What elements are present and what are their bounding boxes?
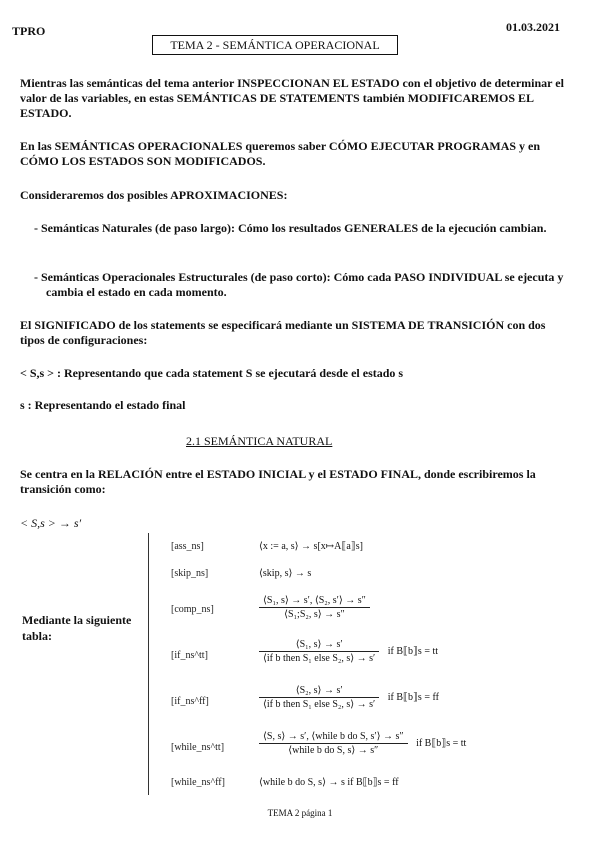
rule-name: [comp_ns]	[171, 604, 214, 615]
course-code: TPRO	[12, 24, 46, 38]
rule-name: [if_ns^tt]	[171, 650, 208, 661]
premise: ⟨S₂, s⟩ → s′	[295, 685, 343, 696]
rule-body	[259, 685, 559, 710]
rule-body: ⟨x := a, s⟩ → s[x↦A⟦a⟧s]	[259, 541, 363, 552]
date: 01.03.2021	[506, 20, 560, 34]
bullet-structural: - Semánticas Operacionales Estructurales (de paso corto): Cómo cada PASO INDIVIDUAL se ejecuta y cambia el estado en cada momento.	[34, 270, 564, 299]
premise: ⟨S, s⟩ → s′, ⟨while b do S, s′⟩ → s″	[263, 731, 404, 742]
rule-row	[149, 685, 569, 721]
conclusion: ⟨if b then S₁ else S₂, s⟩ → s′	[259, 697, 379, 710]
rules-table	[148, 533, 569, 795]
side-condition: if B⟦b⟧s = tt	[416, 738, 467, 749]
rule-name: [while_ns^tt]	[171, 742, 225, 753]
rule-body: ⟨while b do S, s⟩ → s if B⟦b⟧s = ff	[259, 777, 399, 788]
rule-fraction	[259, 595, 370, 620]
page-footer: TEMA 2 página 1	[267, 808, 333, 818]
rule-name: [ass_ns]	[171, 541, 204, 552]
conclusion: ⟨S₁;S₂, s⟩ → s″	[259, 607, 370, 620]
section-title: 2.1 SEMÁNTICA NATURAL	[186, 434, 333, 448]
rule-body	[259, 731, 559, 756]
intro-paragraph-2: En las SEMÁNTICAS OPERACIONALES queremos saber CÓMO EJECUTAR PROGRAMAS y en CÓMO LOS ESTADOS SON MODIFICADOS.	[20, 139, 541, 168]
intro-paragraph-3: Consideraremos dos posibles APROXIMACIONES:	[20, 188, 288, 202]
config-1: < S,s > : Representando que cada statement S se ejecutará desde el estado s	[20, 366, 404, 380]
side-condition: if B⟦b⟧s = ff	[387, 692, 439, 703]
bullet-natural: - Semánticas Naturales (de paso largo): Cómo los resultados GENERALES de la ejecución cambian.	[34, 221, 547, 235]
config-2: s : Representando el estado final	[20, 398, 186, 412]
side-condition: if B⟦b⟧s = tt	[387, 646, 439, 657]
intro-paragraph-1: Mientras las semánticas del tema anterior INSPECCIONAN EL ESTADO con el objetivo de determinar el valor de las variables, en estas SEMÁNTICAS DE STATEMENTS también MODIFICAREMOS EL ESTADO.	[20, 76, 564, 120]
conclusion: ⟨while b do S, s⟩ → s″	[259, 743, 408, 756]
rule-name: [skip_ns]	[171, 568, 209, 579]
rule-fraction	[259, 639, 379, 664]
table-label: Mediante la siguiente tabla:	[22, 613, 132, 643]
premise: ⟨S₁, s⟩ → s′, ⟨S₂, s′⟩ → s″	[263, 595, 366, 606]
rule-name: [while_ns^ff]	[171, 777, 225, 788]
rule-fraction	[259, 685, 379, 710]
rule-fraction	[259, 731, 408, 756]
transition-notation: < S,s > → s′	[20, 516, 82, 530]
premise: ⟨S₁, s⟩ → s′	[295, 639, 343, 650]
section-paragraph: Se centra en la RELACIÓN entre el ESTADO INICIAL y el ESTADO FINAL, donde escribiremos la transición como:	[20, 467, 536, 496]
conclusion: ⟨if b then S₁ else S₂, s⟩ → s′	[259, 651, 379, 664]
rule-body: ⟨skip, s⟩ → s	[259, 568, 312, 579]
rule-row	[149, 639, 569, 675]
rule-row	[149, 731, 569, 767]
rule-body	[259, 595, 559, 620]
rule-body	[259, 639, 559, 664]
intro-paragraph-4: El SIGNIFICADO de los statements se especificará mediante un SISTEMA DE TRANSICIÓN con dos tipos de configuraciones:	[20, 318, 546, 347]
page-title: TEMA 2 - SEMÁNTICA OPERACIONAL	[152, 35, 398, 55]
rule-name: [if_ns^ff]	[171, 696, 209, 707]
rule-row	[149, 595, 569, 631]
